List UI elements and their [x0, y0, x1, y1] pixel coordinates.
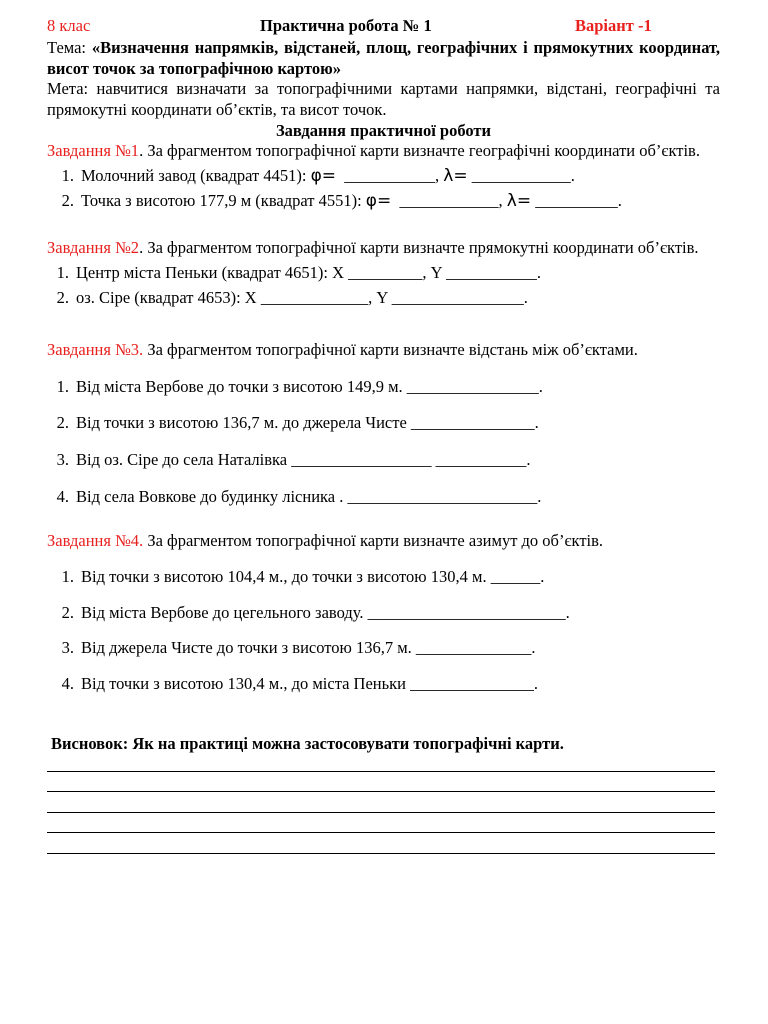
item-number: 1.: [56, 262, 69, 282]
list-item: [47, 567, 720, 588]
list-item: [47, 288, 720, 309]
phi-symbol: φ=: [310, 165, 337, 186]
item-number: 2.: [56, 413, 69, 433]
grade-label: 8 клас: [47, 16, 91, 35]
task-1-list: [47, 166, 720, 213]
goal-label: Мета:: [47, 79, 89, 99]
item-text: Від оз. Сіре до села Наталівка _________________ ___________.: [76, 450, 531, 469]
list-item: [47, 413, 720, 434]
answer-line[interactable]: [47, 833, 715, 854]
task-1-heading: [47, 141, 720, 162]
task-3-heading: [47, 340, 720, 361]
task-4-label: Завдання №4.: [47, 531, 144, 551]
lambda-symbol: λ=: [506, 191, 532, 211]
item-number: 1.: [61, 165, 74, 185]
task-3-list: [47, 377, 720, 508]
list-item: [47, 377, 720, 398]
task-3-label: Завдання №3.: [47, 340, 144, 360]
topic-label: Тема:: [47, 38, 87, 57]
item-text: Від точки з висотою 136,7 м. до джерела Чисте _______________.: [76, 413, 539, 433]
list-item: [47, 166, 720, 187]
item-number: 4.: [61, 673, 74, 693]
task-1-label: Завдання №1: [47, 141, 140, 161]
answer-line[interactable]: [47, 772, 715, 793]
topic-text: «Визначення напрямків, відстаней, площ, географічних і прямокутних координат, висот точок за топографічною картою»: [47, 38, 721, 78]
item-number: 1.: [61, 566, 74, 586]
item-number: 3.: [56, 450, 69, 469]
item-text: Від точки з висотою 104,4 м., до точки з висотою 130,4 м. ______.: [81, 566, 545, 586]
list-item: [47, 191, 720, 212]
goal-text: навчитися визначати за топографічними картами напрямки, відстані, географічні та прямокутні координати об’єктів, та висот точок.: [47, 79, 720, 119]
list-item: [47, 603, 720, 624]
lambda-symbol: λ=: [443, 165, 468, 186]
list-item: [47, 487, 720, 508]
variant-label: Варіант -1: [575, 16, 652, 35]
task-4-text: За фрагментом топографічної карти визначте азимут до об’єктів.: [143, 531, 604, 551]
item-number: 1.: [56, 376, 69, 396]
item-text: Від джерела Чисте до точки з висотою 136,7 м. ______________.: [81, 638, 536, 658]
item-text: Від села Вовкове до будинку лісника . _______________________.: [76, 486, 542, 506]
answer-lines: [47, 751, 720, 854]
phi-symbol: φ=: [365, 191, 392, 211]
item-number: 3.: [61, 638, 74, 658]
list-item: [47, 674, 720, 695]
conclusion-prompt: Висновок: Як на практиці можна застосовувати топографічні карти.: [51, 734, 564, 754]
answer-line[interactable]: [47, 813, 715, 834]
item-number: 2.: [61, 602, 74, 622]
list-item: [47, 450, 720, 471]
item-number: 2.: [61, 191, 74, 210]
item-number: 4.: [56, 486, 69, 506]
task-2-text: . За фрагментом топографічної карти визначте прямокутні координати об’єктів.: [139, 238, 699, 258]
task-4-heading: [47, 531, 720, 552]
item-text: Від точки з висотою 130,4 м., до міста Пеньки _______________.: [81, 673, 538, 693]
header: [47, 16, 720, 38]
item-text: Від міста Вербове до точки з висотою 149,9 м. ________________.: [76, 376, 543, 396]
item-number: 2.: [56, 287, 69, 307]
item-text: Від міста Вербове до цегельного заводу. ________________________.: [81, 602, 570, 622]
list-item: [47, 638, 720, 659]
task-2-label: Завдання №2: [47, 238, 140, 258]
worksheet: [47, 16, 720, 854]
item-text: Точка з висотою 177,9 м (квадрат 4551): φ= ____________, λ= __________.: [81, 191, 622, 211]
list-item: [47, 263, 720, 284]
answer-line[interactable]: [47, 792, 715, 813]
worksheet-title: Практична робота № 1: [260, 16, 432, 35]
tasks-heading: Завдання практичної роботи: [275, 120, 492, 140]
item-text: оз. Сіре (квадрат 4653): Х _____________, Y ________________.: [76, 287, 528, 307]
task-2-heading: [47, 238, 720, 259]
task-3-text: За фрагментом топографічної карти визначте відстань між об’єктами.: [143, 340, 638, 360]
item-text: Молочний завод (квадрат 4451): φ= ___________, λ= ____________.: [81, 165, 575, 186]
topic: [47, 38, 720, 79]
goal: [47, 79, 720, 120]
item-text: Центр міста Пеньки (квадрат 4651): Х _________, Y ___________.: [76, 262, 541, 282]
task-4-list: [47, 567, 720, 695]
task-2-list: [47, 263, 720, 308]
task-1-text: . За фрагментом топографічної карти визначте географічні координати об’єктів.: [139, 141, 700, 161]
